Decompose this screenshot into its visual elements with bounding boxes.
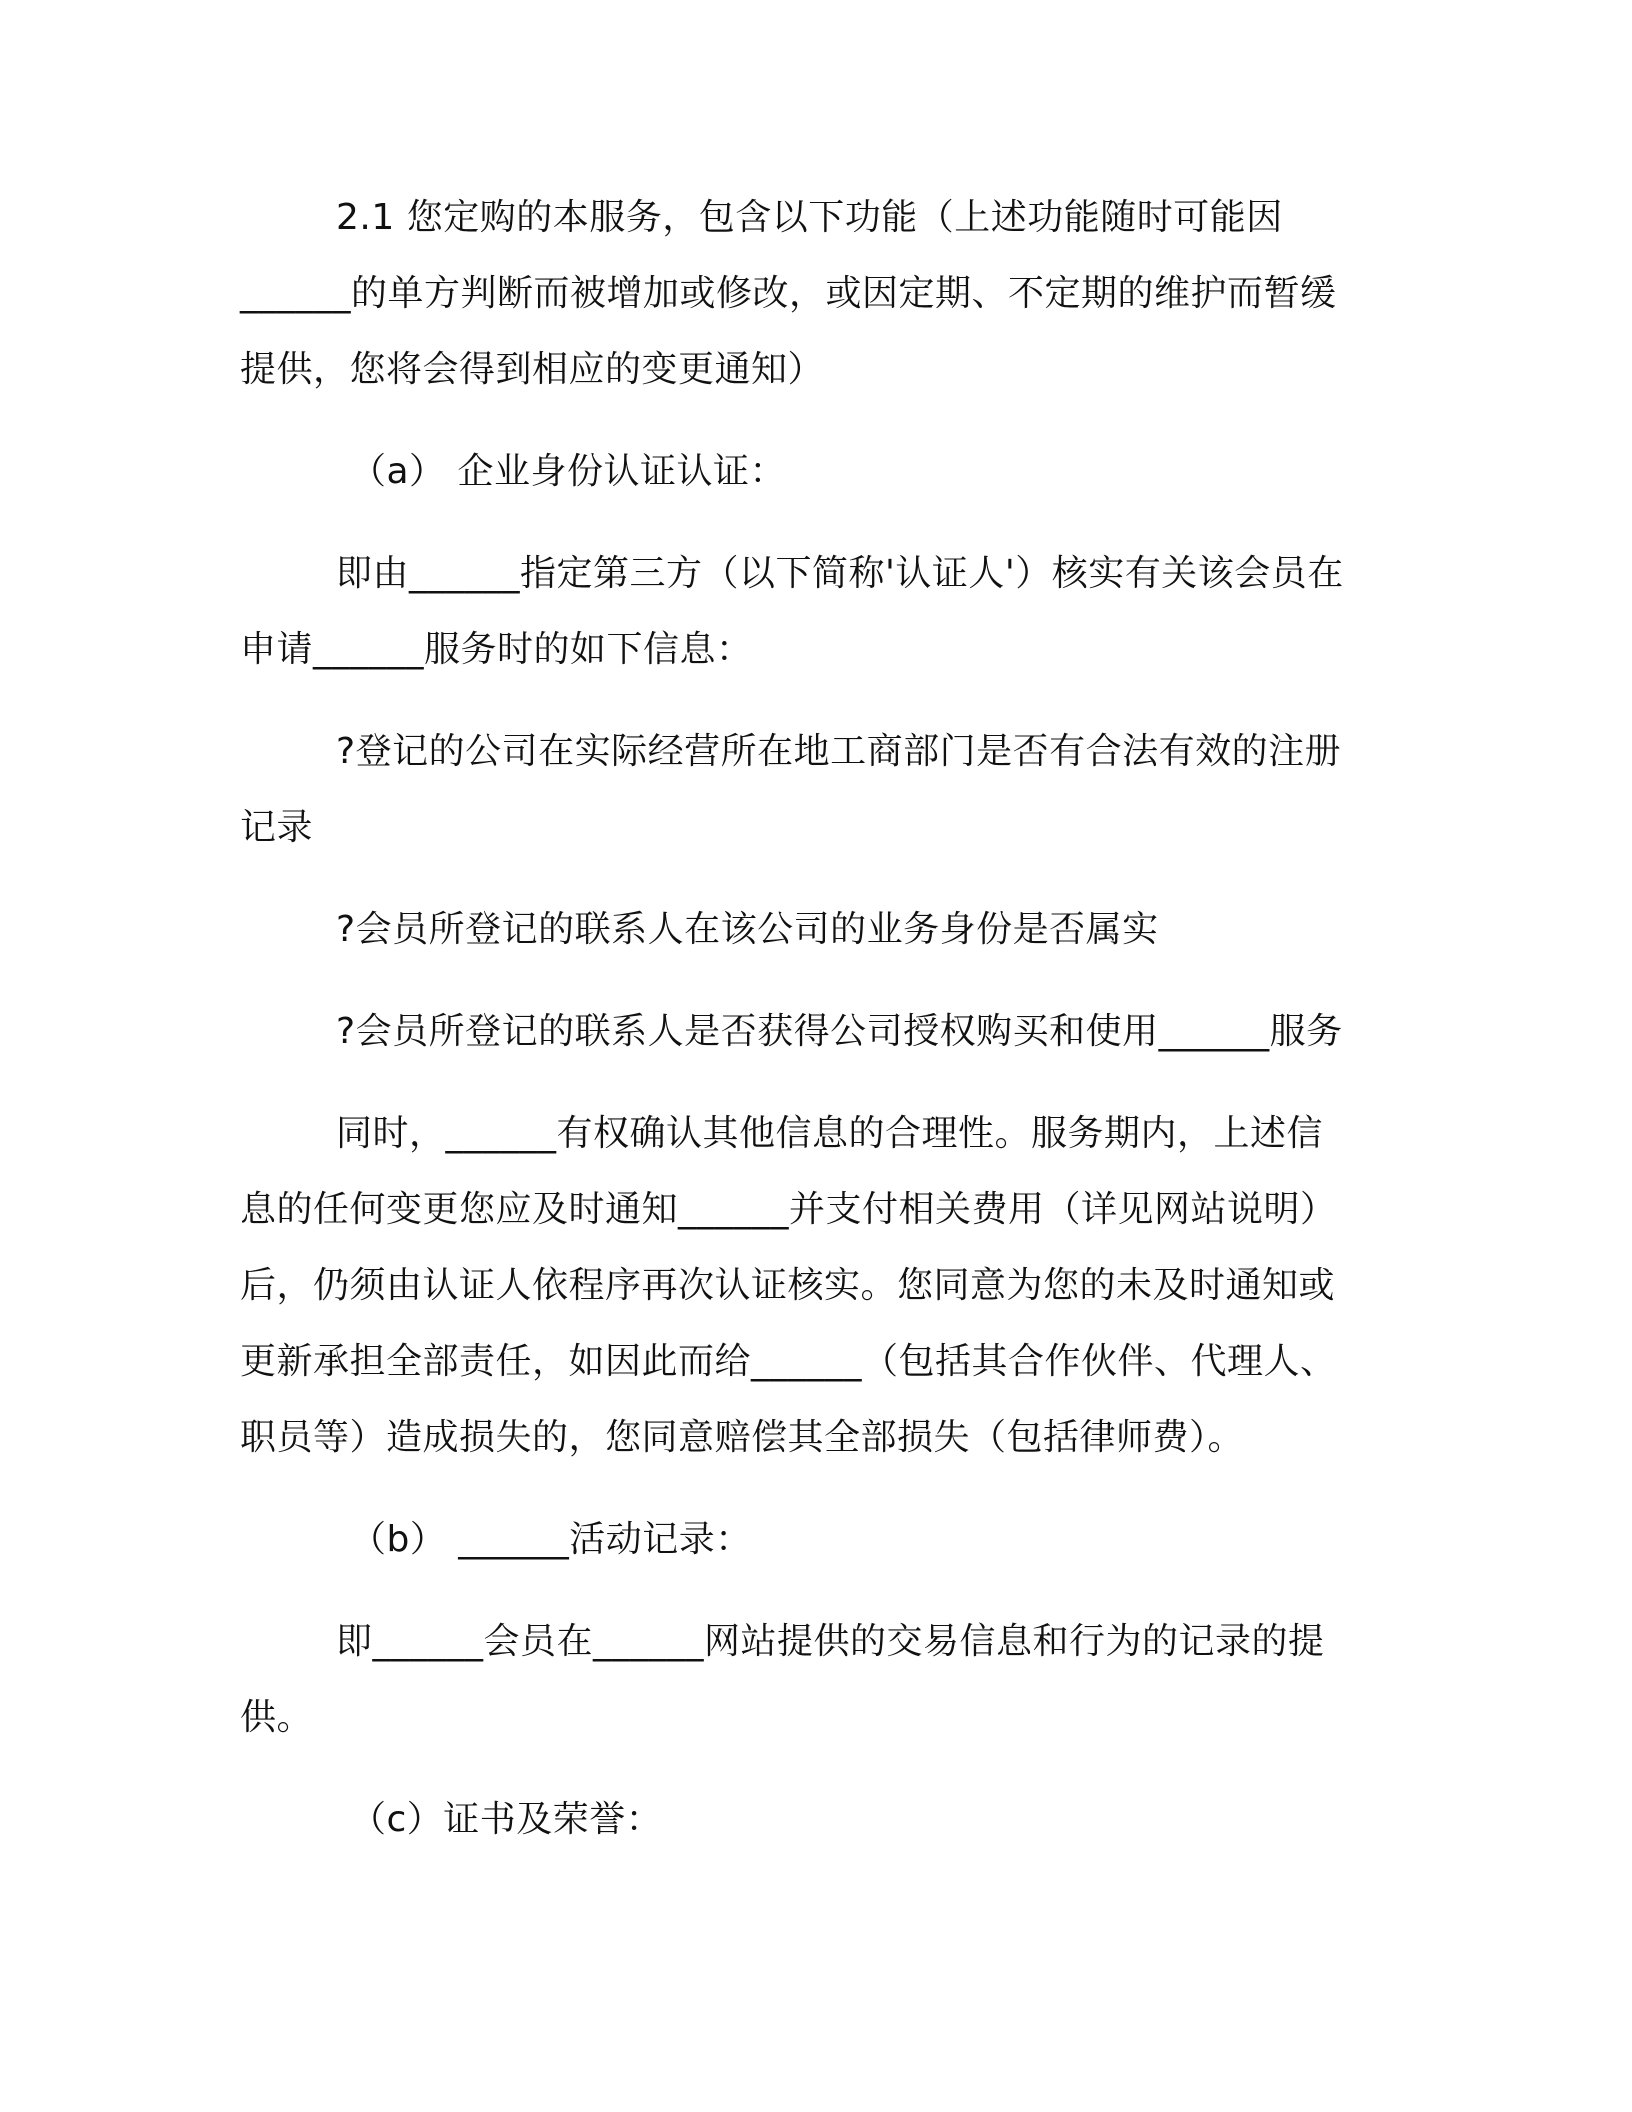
paragraph-2-1-line-1: 2.1 您定购的本服务，包含以下功能（上述功能随时可能因 — [336, 197, 1283, 238]
paragraph-2-1-line-2: ______的单方判断而被增加或修改，或因定期、不定期的维护而暂缓 — [240, 273, 1337, 314]
item-a-desc-line-1: 即由______指定第三方（以下简称'认证人'）核实有关该会员在 — [336, 553, 1344, 594]
meanwhile-line-5: 职员等）造成损失的，您同意赔偿其全部损失（包括律师费）。 — [240, 1417, 1245, 1458]
item-a-desc-line-2: 申请______服务时的如下信息： — [240, 629, 753, 670]
bullet-2: ?会员所登记的联系人在该公司的业务身份是否属实 — [336, 909, 1159, 950]
item-b-heading: （b） ______活动记录： — [350, 1519, 752, 1560]
meanwhile-line-1: 同时，______有权确认其他信息的合理性。服务期内，上述信 — [336, 1113, 1324, 1154]
bullet-3: ?会员所登记的联系人是否获得公司授权购买和使用______服务 — [336, 1011, 1343, 1052]
item-b-desc-line-1: 即______会员在______网站提供的交易信息和行为的记录的提 — [336, 1621, 1325, 1662]
meanwhile-line-3: 后，仍须由认证人依程序再次认证核实。您同意为您的未及时通知或 — [240, 1265, 1336, 1306]
bullet-1-line-2: 记录 — [240, 807, 314, 848]
paragraph-2-1-line-3: 提供，您将会得到相应的变更通知） — [240, 349, 825, 390]
item-b-desc-line-2: 供。 — [240, 1697, 314, 1738]
meanwhile-line-4: 更新承担全部责任，如因此而给______（包括其合作伙伴、代理人、 — [240, 1341, 1337, 1382]
meanwhile-line-2: 息的任何变更您应及时通知______并支付相关费用（详见网站说明） — [240, 1189, 1337, 1230]
item-a-heading: （a） 企业身份认证认证： — [350, 451, 787, 492]
bullet-1-line-1: ?登记的公司在实际经营所在地工商部门是否有合法有效的注册 — [336, 731, 1342, 772]
item-c-heading: （c）证书及荣誉： — [350, 1799, 663, 1840]
